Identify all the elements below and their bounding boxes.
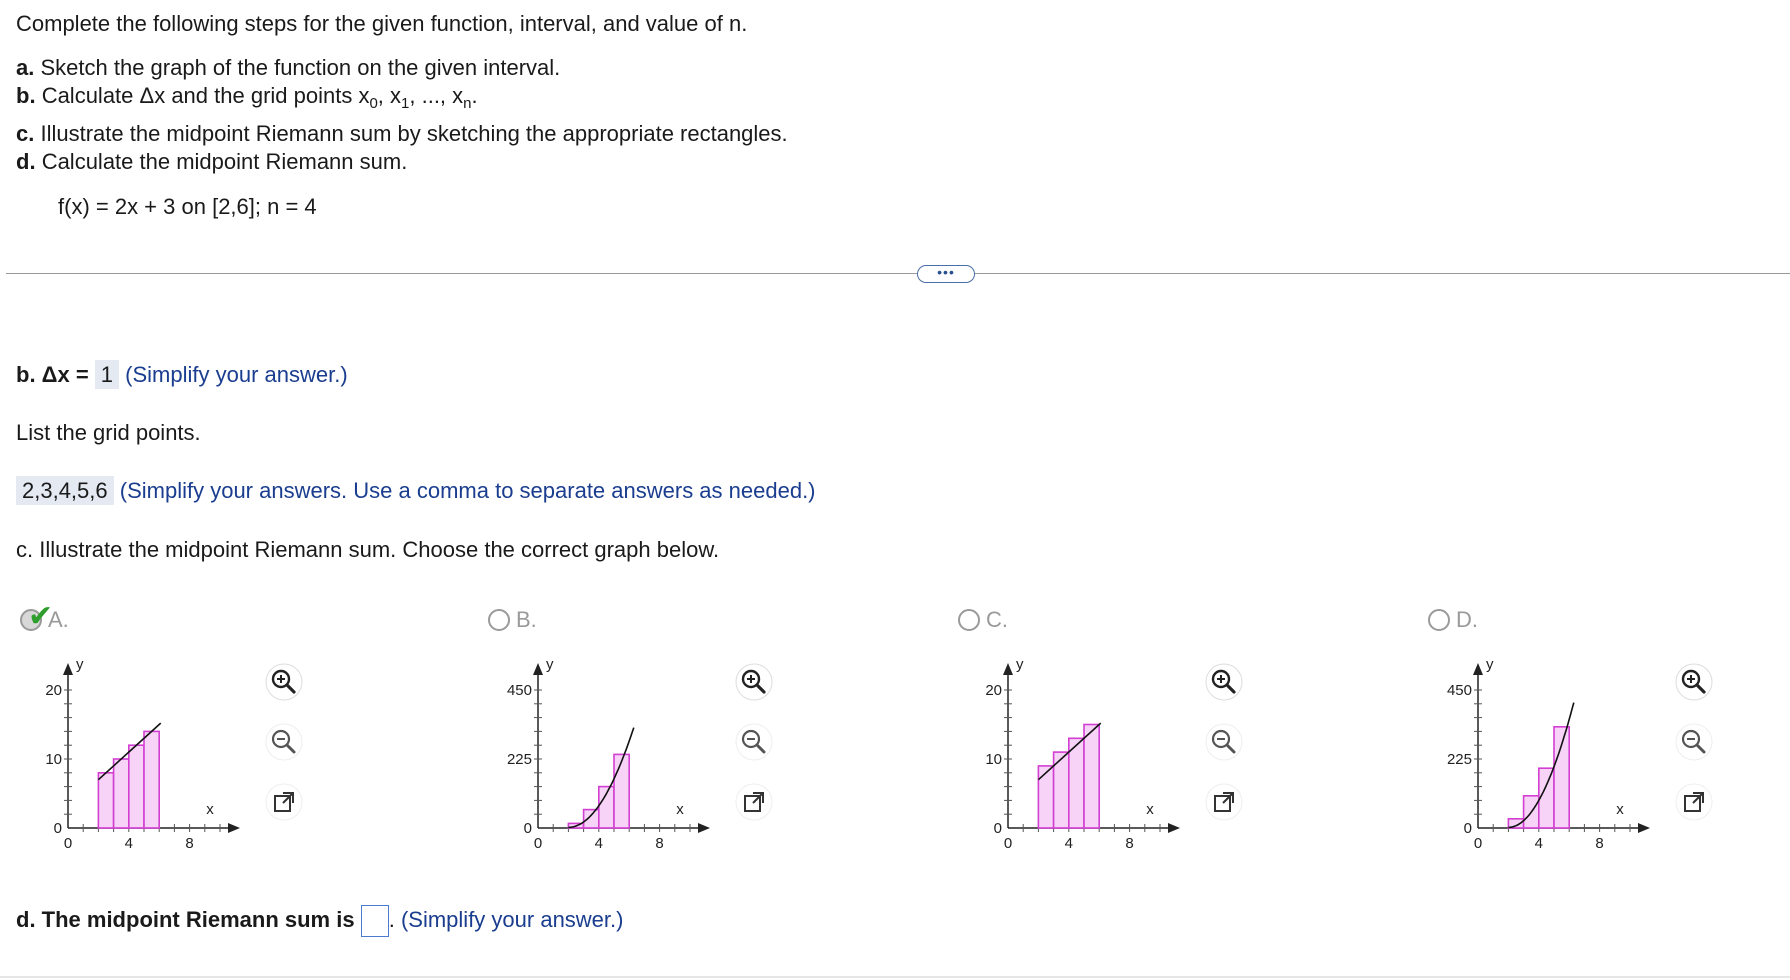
sub-n: n [463, 95, 472, 112]
part-c-prompt: c. Illustrate the midpoint Riemann sum. Choose the correct graph below. [16, 537, 720, 562]
riemann-bar [1539, 768, 1554, 828]
grid-points-answer[interactable]: 2,3,4,5,6 [16, 476, 114, 505]
x-tick-label: 8 [1125, 835, 1134, 852]
x-axis-arrow [228, 823, 240, 833]
y-tick-label: 0 [523, 820, 532, 837]
riemann-bar [1554, 727, 1569, 828]
y-tick-label: 20 [45, 682, 62, 699]
more-button[interactable]: ••• [917, 265, 975, 283]
part-d-row [16, 905, 623, 937]
graph-d [1438, 645, 1668, 865]
checkmark-icon: ✔ [28, 600, 54, 633]
divider [6, 273, 1790, 274]
intro-text: Complete the following steps for the given function, interval, and value of n. [16, 11, 748, 36]
x-axis-arrow [1638, 823, 1650, 833]
step-b-sep2: , ..., x [409, 83, 464, 108]
x-axis-label: x [1146, 801, 1154, 818]
pop-out-icon[interactable] [264, 782, 304, 822]
riemann-bar [1084, 725, 1099, 829]
step-b [16, 82, 478, 118]
x-axis-label: x [206, 801, 214, 818]
y-tick-label: 10 [45, 751, 62, 768]
y-axis-arrow [1003, 663, 1013, 675]
choice-b-label: B. [516, 607, 537, 632]
y-tick-label: 225 [506, 751, 532, 768]
x-tick-label: 4 [1534, 835, 1543, 852]
y-axis-label: y [546, 656, 554, 673]
riemann-bar [614, 754, 629, 828]
choice-a[interactable] [20, 600, 69, 633]
graph-b [498, 645, 728, 865]
radio-b[interactable] [488, 609, 510, 631]
riemann-bar [98, 773, 113, 828]
step-b-label: b. [16, 83, 36, 108]
y-axis-arrow [1473, 663, 1483, 675]
y-tick-label: 450 [1446, 682, 1472, 699]
pop-out-icon[interactable] [734, 782, 774, 822]
zoom-out-icon[interactable] [1674, 722, 1714, 762]
step-d [16, 148, 407, 176]
y-axis-arrow [63, 663, 73, 675]
grid-row [16, 478, 816, 504]
bottom-border [0, 976, 1790, 978]
x-tick-label: 0 [1473, 835, 1483, 852]
part-d-hint: (Simplify your answer.) [400, 906, 624, 932]
step-c-text: Illustrate the midpoint Riemann sum by sketching the appropriate rectangles. [40, 121, 788, 146]
step-d-text: Calculate the midpoint Riemann sum. [41, 149, 408, 174]
riemann-bar [1038, 766, 1053, 828]
part-d-text: d. The midpoint Riemann sum is [16, 906, 355, 932]
radio-c[interactable] [958, 609, 980, 631]
y-axis-label: y [1486, 656, 1494, 673]
zoom-in-icon[interactable] [734, 662, 774, 702]
riemann-bar [129, 745, 144, 828]
y-axis-label: y [1016, 656, 1024, 673]
y-tick-label: 450 [506, 682, 532, 699]
choice-c-label: C. [986, 607, 1008, 632]
step-b-sep1: , x [377, 83, 402, 108]
part-d-period: . [388, 906, 395, 932]
step-b-end: . [471, 83, 478, 108]
riemann-sum-input[interactable] [361, 905, 389, 937]
riemann-bar [144, 731, 159, 828]
x-axis-label: x [1616, 801, 1624, 818]
y-tick-label: 10 [985, 751, 1002, 768]
zoom-in-icon[interactable] [1204, 662, 1244, 702]
step-c [16, 120, 788, 148]
y-tick-label: 225 [1446, 751, 1472, 768]
x-tick-label: 8 [1595, 835, 1604, 852]
choice-a-label: A. [48, 607, 69, 632]
graph-a [28, 645, 258, 865]
zoom-in-icon[interactable] [1674, 662, 1714, 702]
pop-out-icon[interactable] [1674, 782, 1714, 822]
grid-prompt: List the grid points. [16, 420, 201, 445]
step-a [16, 54, 560, 82]
part-b-hint: (Simplify your answer.) [125, 362, 348, 387]
step-c-label: c. [16, 121, 35, 146]
riemann-bar [1069, 738, 1084, 828]
zoom-out-icon[interactable] [264, 722, 304, 762]
x-tick-label: 0 [63, 835, 73, 852]
y-tick-label: 0 [993, 820, 1002, 837]
radio-a[interactable] [20, 600, 54, 633]
y-tick-label: 0 [53, 820, 62, 837]
x-tick-label: 4 [594, 835, 603, 852]
choice-d[interactable] [1428, 607, 1478, 633]
x-tick-label: 0 [1003, 835, 1013, 852]
step-b-text: Calculate Δx and the grid points x [41, 83, 370, 108]
choice-d-label: D. [1456, 607, 1478, 632]
zoom-out-icon[interactable] [1204, 722, 1244, 762]
delta-x-answer[interactable]: 1 [95, 360, 119, 389]
x-tick-label: 4 [124, 835, 133, 852]
step-a-text: Sketch the graph of the function on the given interval. [40, 55, 561, 80]
x-tick-label: 8 [185, 835, 194, 852]
sub-0: 0 [369, 95, 378, 112]
part-b-label: b. Δx = [16, 362, 89, 387]
x-axis-label: x [676, 801, 684, 818]
pop-out-icon[interactable] [1204, 782, 1244, 822]
x-tick-label: 8 [655, 835, 664, 852]
x-axis-arrow [698, 823, 710, 833]
riemann-bar [114, 759, 129, 828]
grid-hint: (Simplify your answers. Use a comma to separate answers as needed.) [119, 478, 816, 503]
x-tick-label: 4 [1064, 835, 1073, 852]
choice-b[interactable] [488, 607, 537, 633]
choice-c[interactable] [958, 607, 1008, 633]
x-axis-arrow [1168, 823, 1180, 833]
x-tick-label: 0 [533, 835, 543, 852]
step-d-label: d. [16, 149, 36, 174]
zoom-in-icon[interactable] [264, 662, 304, 702]
part-b-row [16, 362, 348, 388]
sub-1: 1 [401, 95, 410, 112]
zoom-out-icon[interactable] [734, 722, 774, 762]
y-axis-label: y [76, 656, 84, 673]
y-axis-arrow [533, 663, 543, 675]
step-a-label: a. [16, 55, 35, 80]
y-tick-label: 20 [985, 682, 1002, 699]
y-tick-label: 0 [1463, 820, 1472, 837]
radio-d[interactable] [1428, 609, 1450, 631]
riemann-bar [584, 810, 599, 828]
function-statement: f(x) = 2x + 3 on [2,6]; n = 4 [58, 194, 317, 219]
graph-c [968, 645, 1198, 865]
